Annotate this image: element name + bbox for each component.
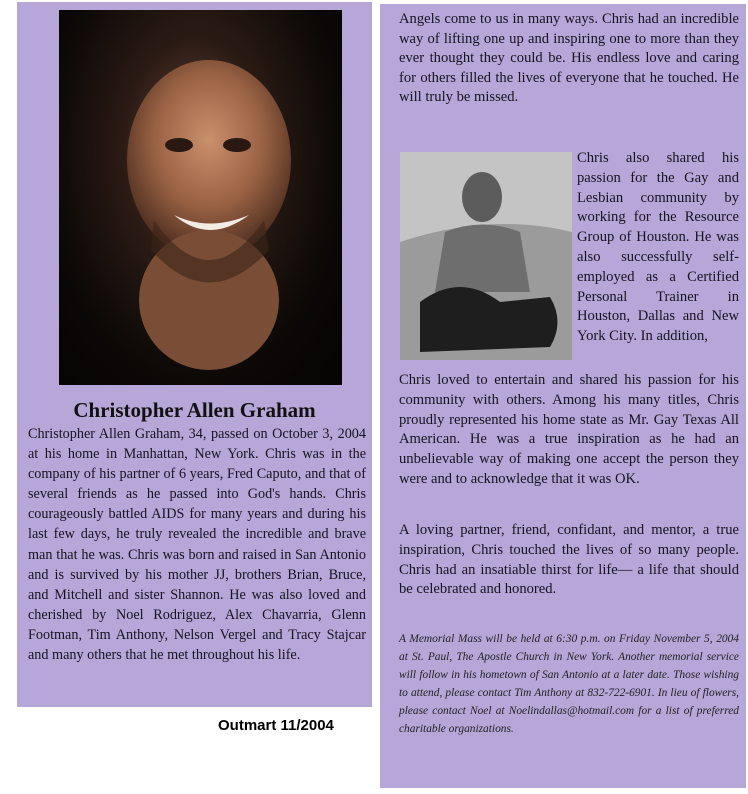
- trainer-photo-drawing: [400, 152, 572, 360]
- left-column: [17, 2, 372, 707]
- community-paragraph-wrapped: Chris also shared his passion for the Gay and Lesbian community by working for the Resource Group of Houston. He was also successfully self-employed as a Certified Personal Trainer in Houston, Dallas and New York City. In addition,: [577, 150, 739, 345]
- right-column: [380, 4, 746, 788]
- obituary-body: Christopher Allen Graham, 34, passed on October 3, 2004 at his home in Manhattan, New York. Chris was in the company of his partner of 6 years, Fred Caputo, and that of several friends as he passed into God's hands. Chris courageously battled AIDS for many years and during his last few days, he truly revealed the incredible and brave man that he was. Chris was born and raised in San Antonio and is survived by his mother JJ, brothers Brian, Bruce, and Mitchell and sister Shannon. He was also loved and cherished by Noel Rodriguez, Alex Chavarria, Glenn Footman, Tim Anthony, Nelson Vergel and Tracy Stajcar and many others that he met throughout his life.: [28, 426, 366, 664]
- obituary-headline: Christopher Allen Graham: [73, 398, 316, 422]
- publication-credit: Outmart 11/2004: [218, 717, 334, 734]
- memorial-notice: A Memorial Mass will be held at 6:30 p.m. on Friday November 5, 2004 at St. Paul, The Apostle Church in New York. Another memorial service will follow in his hometown of San Antonio at a later date. Those wishing to attend, please contact Tim Anthony at 832-722-6901. In lieu of flowers, please contact Noel at Noelindallas@hotmail.com for a list of preferred charitable organizations.: [399, 633, 739, 735]
- portrait-photo-drawing: [59, 10, 342, 385]
- community-paragraph-continued: Chris loved to entertain and shared his passion for his community with others. Among his many titles, Chris proudly represented his home state as Mr. Gay Texas All American. He was a true inspiration as he had an unbelievable way of making one accept the person they were and to acknowledge that it was OK.: [399, 372, 739, 487]
- angels-paragraph: Angels come to us in many ways. Chris had an incredible way of lifting one up and inspiring one to more than they ever thought they could be. His endless love and caring for others filled the lives of everyone that he touched. He will truly be missed.: [399, 11, 739, 105]
- portrait-photo: [59, 10, 342, 385]
- tribute-paragraph: A loving partner, friend, confidant, and mentor, a true inspiration, Chris touched the lives of so many people. Chris had an insatiable thirst for life— a life that should be celebrated and honored.: [399, 522, 739, 598]
- trainer-photo: [400, 152, 572, 360]
